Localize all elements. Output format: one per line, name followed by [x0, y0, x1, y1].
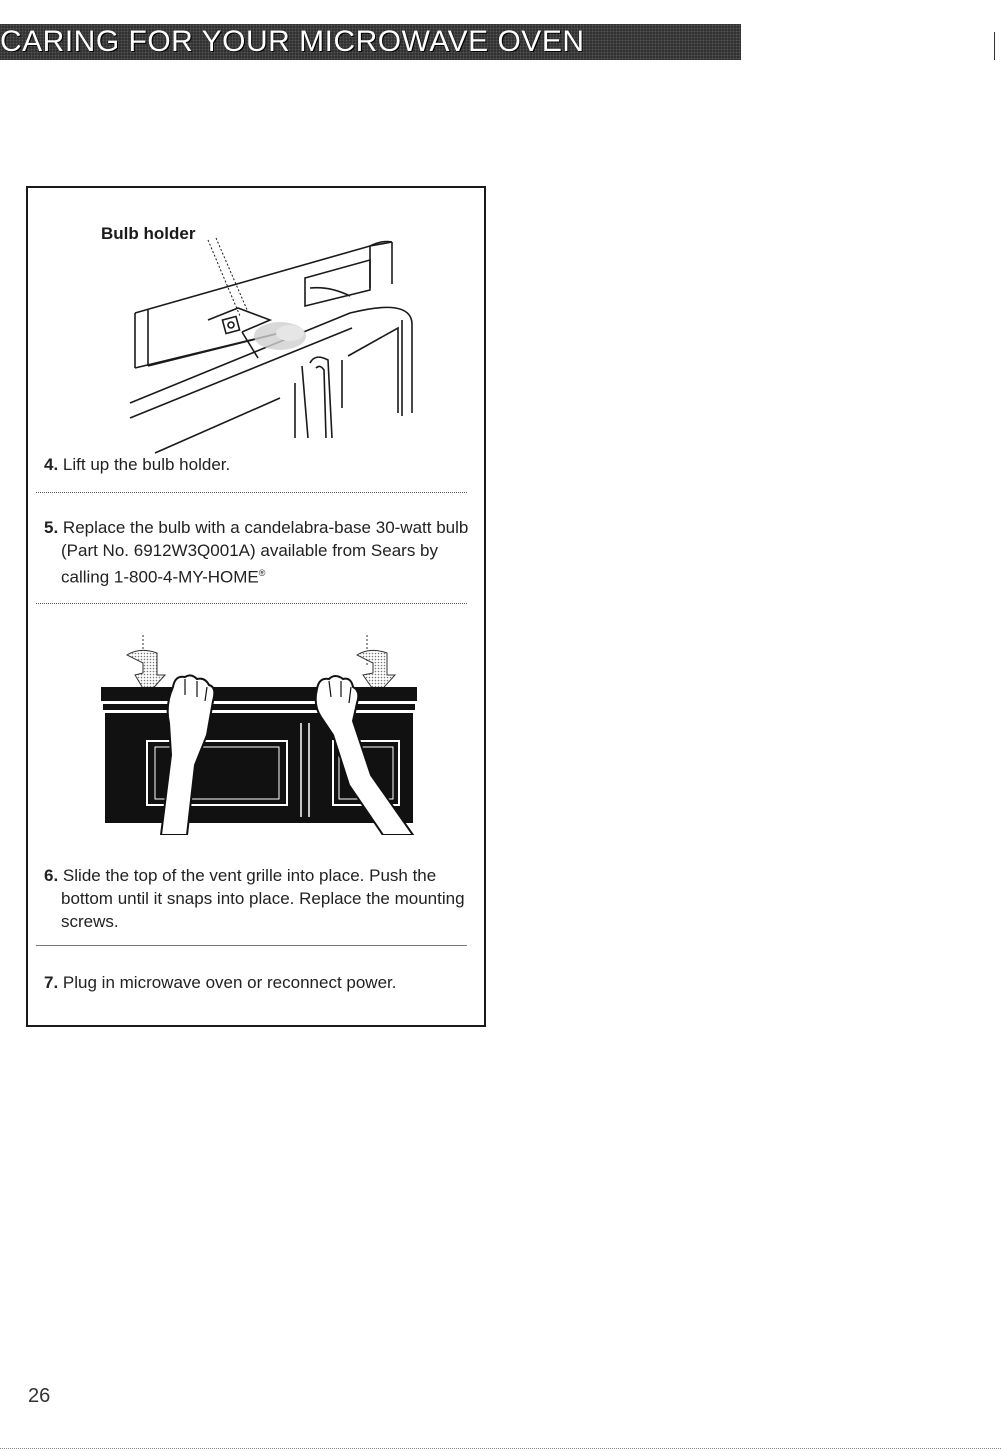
step-4-number: 4. [44, 455, 59, 474]
section-title: CARING FOR YOUR MICROWAVE OVEN [0, 25, 585, 58]
edge-mark [994, 32, 995, 60]
vent-grille-illustration [95, 625, 425, 835]
step-5-text: Replace the bulb with a candelabra-base 30-watt bulb (Part No. 6912W3Q001A) available from Sears by calling 1-800-4-MY-HOME [61, 518, 469, 587]
divider [36, 492, 467, 493]
step-7-number: 7. [44, 973, 59, 992]
divider [36, 603, 467, 604]
step-6-text: Slide the top of the vent grille into place. Push the bottom until it snaps into place. Replace the mounting screws. [61, 866, 465, 931]
step-6 [44, 864, 474, 933]
section-header-bar [0, 24, 741, 60]
step-4-text: Lift up the bulb holder. [62, 455, 231, 474]
step-5-number: 5. [44, 518, 59, 537]
bulb-holder-illustration [120, 228, 420, 458]
bottom-rule [0, 1448, 1001, 1449]
step-7 [44, 971, 474, 994]
step-7-text: Plug in microwave oven or reconnect power. [62, 973, 397, 992]
page-number: 26 [28, 1385, 51, 1407]
step-6-number: 6. [44, 866, 59, 885]
step-4 [44, 453, 474, 476]
registered-mark: ® [258, 568, 266, 578]
bulb-holder-callout: Bulb holder [101, 224, 196, 243]
step-5 [44, 516, 474, 589]
divider [36, 945, 467, 946]
